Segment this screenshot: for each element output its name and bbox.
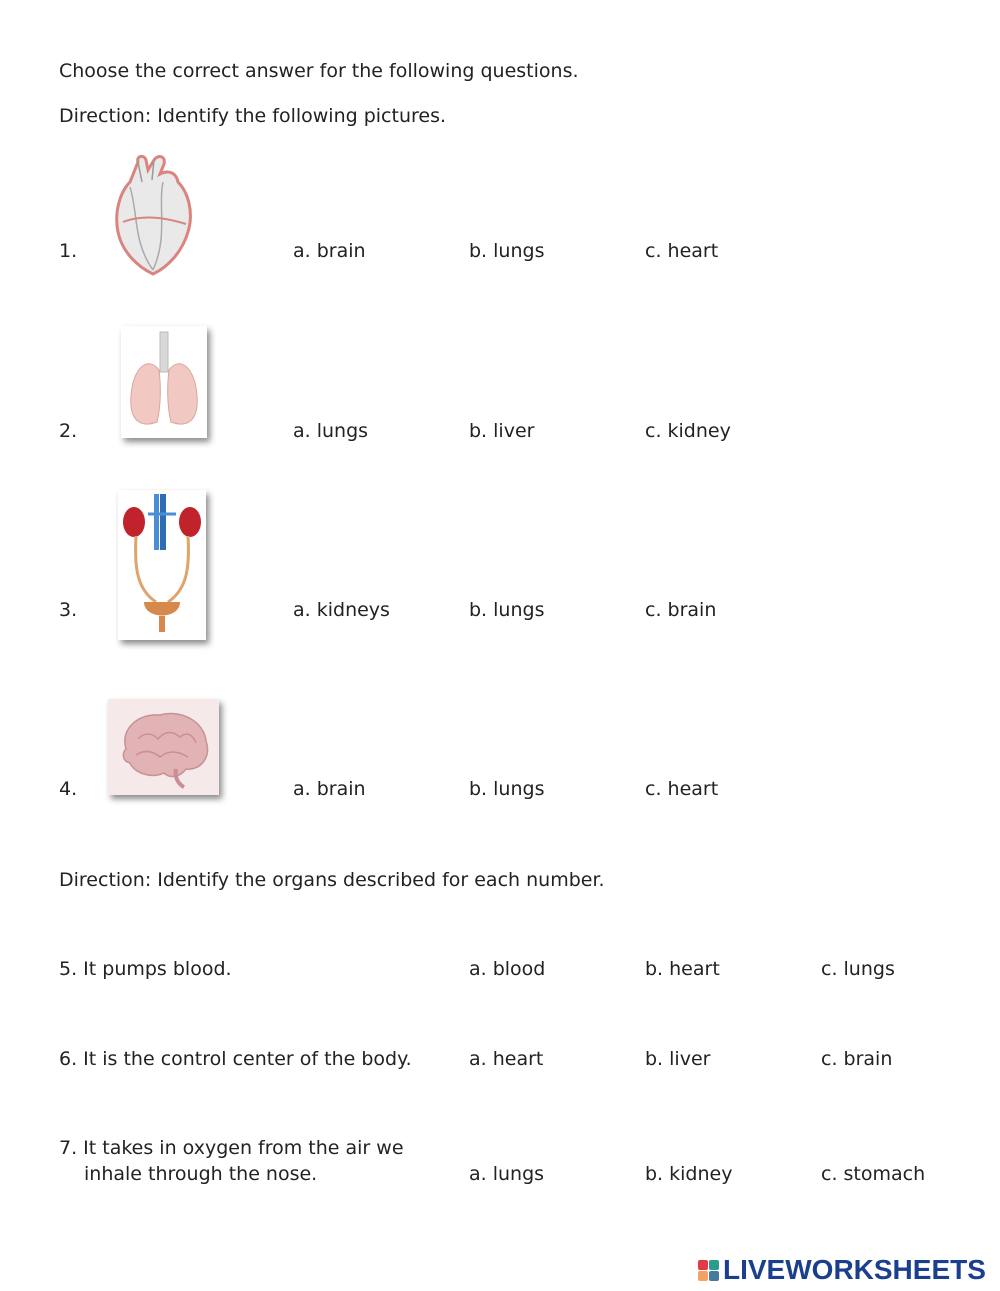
option-b[interactable]: b. heart: [645, 958, 720, 980]
option-c[interactable]: c. lungs: [821, 958, 895, 980]
option-b[interactable]: b. liver: [645, 1048, 711, 1070]
heart-illustration: [108, 152, 198, 277]
instruction-main: Choose the correct answer for the following questions.: [59, 60, 579, 82]
option-c[interactable]: c. heart: [645, 778, 719, 800]
logo-block-4: [709, 1271, 719, 1281]
direction-pictures: Direction: Identify the following pictures.: [59, 105, 447, 127]
liveworksheets-logo[interactable]: [698, 1253, 986, 1287]
option-b[interactable]: b. kidney: [645, 1163, 733, 1185]
option-b[interactable]: b. lungs: [469, 599, 545, 621]
option-b[interactable]: b. liver: [469, 420, 535, 442]
option-a[interactable]: a. lungs: [469, 1163, 545, 1185]
option-c[interactable]: c. brain: [821, 1048, 893, 1070]
question-text-continued: inhale through the nose.: [84, 1163, 318, 1185]
brain-illustration: [108, 699, 219, 795]
direction-organs: Direction: Identify the organs described for each number.: [59, 869, 605, 891]
option-a[interactable]: a. brain: [293, 778, 366, 800]
option-a[interactable]: a. heart: [469, 1048, 544, 1070]
lungs-illustration: [121, 326, 207, 438]
logo-block-1: [698, 1260, 708, 1270]
option-a[interactable]: a. lungs: [293, 420, 369, 442]
question-text: 7. It takes in oxygen from the air we: [59, 1137, 404, 1159]
option-a[interactable]: a. blood: [469, 958, 546, 980]
question-text: 6. It is the control center of the body.: [59, 1048, 412, 1070]
option-c[interactable]: c. heart: [645, 240, 719, 262]
question-text: 5. It pumps blood.: [59, 958, 232, 980]
option-c[interactable]: c. stomach: [821, 1163, 926, 1185]
logo-block-3: [698, 1271, 708, 1281]
logo-blocks-icon: [698, 1260, 719, 1281]
option-a[interactable]: a. brain: [293, 240, 366, 262]
logo-block-2: [709, 1260, 719, 1270]
question-number: 1.: [59, 240, 78, 262]
kidneys-illustration: [118, 490, 206, 640]
logo-text: LIVEWORKSHEETS: [723, 1254, 986, 1285]
option-c[interactable]: c. kidney: [645, 420, 731, 442]
option-a[interactable]: a. kidneys: [293, 599, 390, 621]
question-number: 4.: [59, 778, 78, 800]
question-number: 3.: [59, 599, 78, 621]
option-b[interactable]: b. lungs: [469, 778, 545, 800]
option-b[interactable]: b. lungs: [469, 240, 545, 262]
option-c[interactable]: c. brain: [645, 599, 717, 621]
question-number: 2.: [59, 420, 78, 442]
